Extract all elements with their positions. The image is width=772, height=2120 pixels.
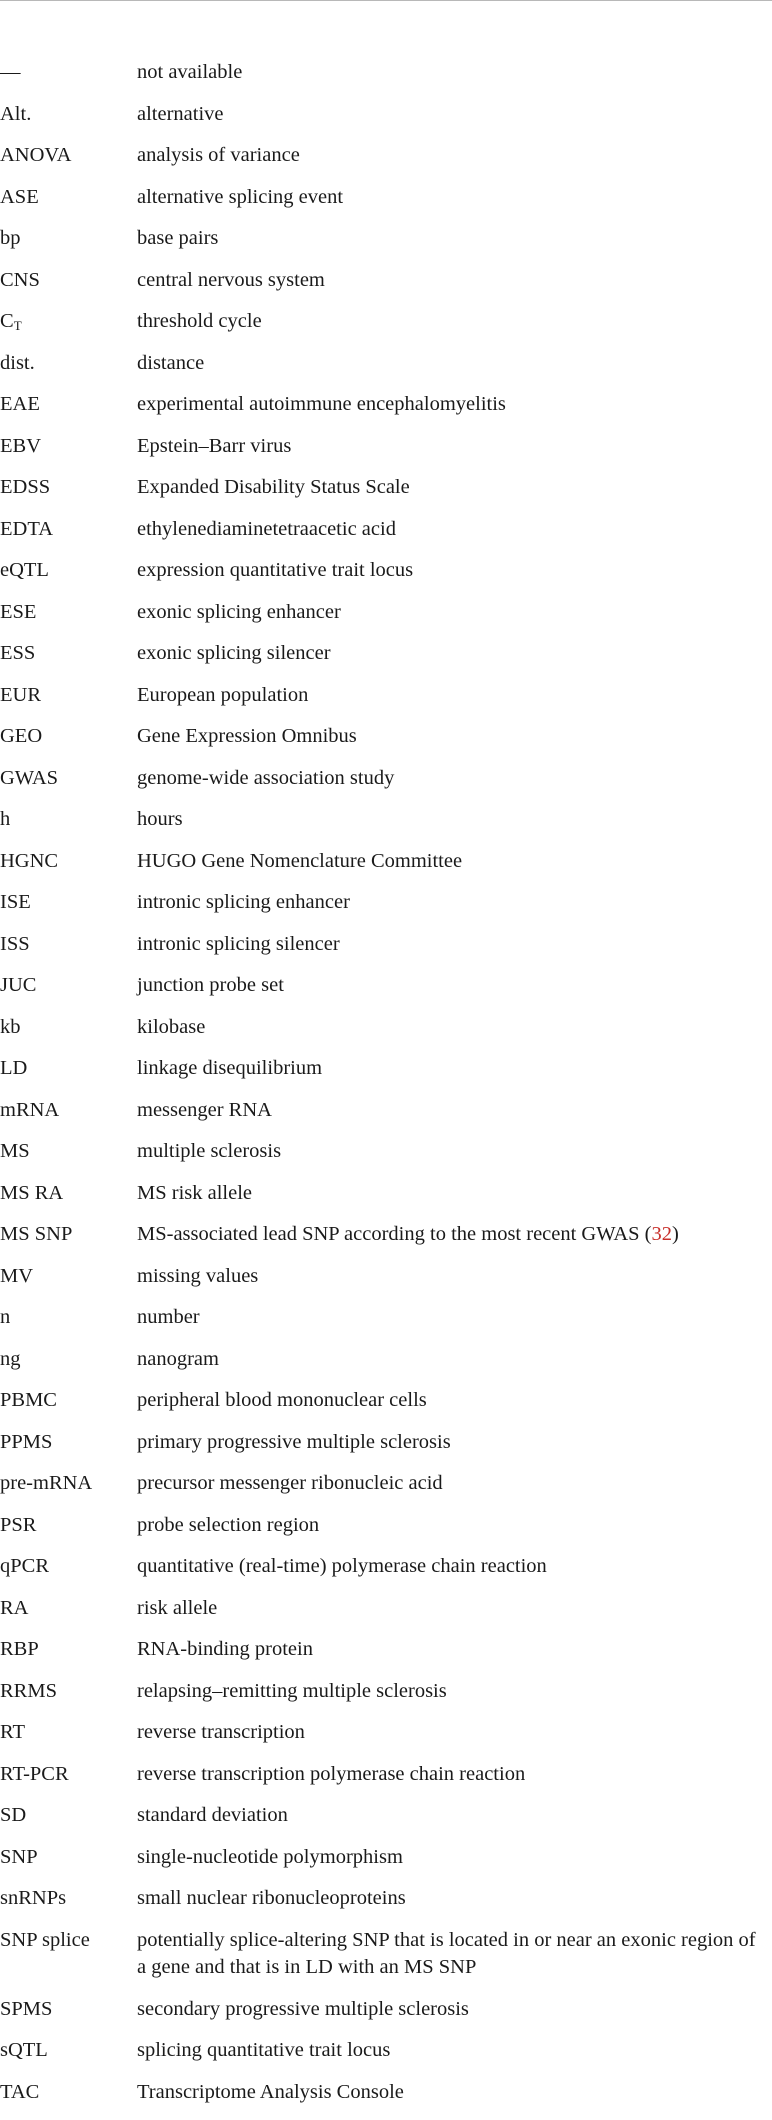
- definition-cell: [137, 1470, 772, 1512]
- definition-text: MS-associated lead SNP according to the most recent GWAS (: [137, 1223, 651, 1245]
- abbreviation-cell: [0, 1138, 137, 1180]
- definition-text: number: [137, 1306, 200, 1328]
- table-row: [0, 931, 772, 973]
- definition-text: missing values: [137, 1265, 258, 1287]
- table-row: [0, 1429, 772, 1471]
- definition-text: not available: [137, 61, 242, 83]
- definition-text: alternative splicing event: [137, 186, 343, 208]
- table-row: [0, 1180, 772, 1222]
- abbreviation-text: ANOVA: [0, 144, 71, 166]
- definition-cell: [137, 1761, 772, 1803]
- abbreviation-text: Alt.: [0, 103, 31, 125]
- definition-text: reverse transcription polymerase chain reaction: [137, 1763, 525, 1785]
- abbreviation-text: RA: [0, 1597, 28, 1619]
- table-row: [0, 267, 772, 309]
- table-row: [0, 599, 772, 641]
- table-top-rule: [0, 0, 772, 1]
- definition-text: messenger RNA: [137, 1099, 272, 1121]
- abbreviation-cell: [0, 765, 137, 807]
- definition-cell: [137, 1844, 772, 1886]
- definition-text: linkage disequilibrium: [137, 1057, 322, 1079]
- table-row: [0, 391, 772, 433]
- table-row: [0, 765, 772, 807]
- definition-text: Epstein–Barr virus: [137, 435, 291, 457]
- definition-cell: [137, 557, 772, 599]
- abbreviation-text: EAE: [0, 393, 40, 415]
- definition-text: risk allele: [137, 1597, 217, 1619]
- abbreviation-text: ESE: [0, 601, 36, 623]
- definition-cell: [137, 931, 772, 973]
- table-row: [0, 1996, 772, 2038]
- abbreviation-text: MS SNP: [0, 1223, 72, 1245]
- reference-link[interactable]: 32: [651, 1223, 672, 1245]
- definition-cell: [137, 848, 772, 890]
- abbreviation-cell: [0, 59, 137, 101]
- table-row: [0, 1138, 772, 1180]
- definition-cell: [137, 1636, 772, 1678]
- abbreviation-cell: [0, 1595, 137, 1637]
- definition-cell: [137, 1055, 772, 1097]
- definition-text: analysis of variance: [137, 144, 300, 166]
- abbreviation-text: pre-mRNA: [0, 1472, 92, 1494]
- definition-text: probe selection region: [137, 1514, 319, 1536]
- table-row: [0, 1927, 772, 1996]
- abbreviation-cell: [0, 267, 137, 309]
- table-row: [0, 350, 772, 392]
- definition-cell: [137, 225, 772, 267]
- definition-text: small nuclear ribonucleoproteins: [137, 1887, 406, 1909]
- abbreviation-cell: [0, 1387, 137, 1429]
- table-row: [0, 1097, 772, 1139]
- definition-cell: [137, 1263, 772, 1305]
- abbreviation-cell: [0, 2037, 137, 2079]
- abbreviation-text: EUR: [0, 684, 41, 706]
- abbreviation-cell: [0, 1719, 137, 1761]
- abbreviation-text: dist.: [0, 352, 35, 374]
- table-row: [0, 682, 772, 724]
- definition-text: intronic splicing enhancer: [137, 891, 350, 913]
- definition-text: genome-wide association study: [137, 767, 394, 789]
- abbreviation-cell: [0, 1180, 137, 1222]
- definition-text: reverse transcription: [137, 1721, 305, 1743]
- definition-text: MS risk allele: [137, 1182, 252, 1204]
- definition-text: peripheral blood mononuclear cells: [137, 1389, 427, 1411]
- definition-cell: [137, 1927, 772, 1996]
- abbreviation-text: SD: [0, 1804, 26, 1826]
- table-row: [0, 889, 772, 931]
- table-row: [0, 1636, 772, 1678]
- abbreviation-cell: [0, 1636, 137, 1678]
- abbreviation-text: ISS: [0, 933, 30, 955]
- definition-text: central nervous system: [137, 269, 325, 291]
- definition-text: threshold cycle: [137, 310, 262, 332]
- table-row: [0, 1387, 772, 1429]
- definition-cell: [137, 599, 772, 641]
- abbreviations-table-body: [0, 59, 772, 2120]
- abbreviation-text: MS RA: [0, 1182, 63, 1204]
- definition-cell: [137, 1221, 772, 1263]
- definition-text: intronic splicing silencer: [137, 933, 340, 955]
- table-row: [0, 1221, 772, 1263]
- abbreviation-cell: [0, 433, 137, 475]
- definition-cell: [137, 1387, 772, 1429]
- definition-text: relapsing–remitting multiple sclerosis: [137, 1680, 447, 1702]
- abbreviation-text: ESS: [0, 642, 35, 664]
- table-row: [0, 640, 772, 682]
- abbreviation-cell: [0, 931, 137, 973]
- abbreviation-text: RRMS: [0, 1680, 57, 1702]
- table-row: [0, 1719, 772, 1761]
- abbreviation-text: SNP: [0, 1846, 38, 1868]
- table-row: [0, 184, 772, 226]
- definition-cell: [137, 391, 772, 433]
- definition-text: nanogram: [137, 1348, 219, 1370]
- table-row: [0, 1678, 772, 1720]
- definition-cell: [137, 1346, 772, 1388]
- definition-text: quantitative (real-time) polymerase chain reaction: [137, 1555, 547, 1577]
- abbreviation-text: eQTL: [0, 559, 49, 581]
- abbreviation-text: EDTA: [0, 518, 53, 540]
- abbreviation-cell: [0, 142, 137, 184]
- abbreviation-text: RBP: [0, 1638, 39, 1660]
- abbreviation-subscript: T: [14, 318, 22, 333]
- definition-text: expression quantitative trait locus: [137, 559, 413, 581]
- abbreviation-text: —: [0, 61, 21, 83]
- definition-text: distance: [137, 352, 204, 374]
- definition-cell: [137, 723, 772, 765]
- table-row: [0, 723, 772, 765]
- abbreviation-text: RT-PCR: [0, 1763, 69, 1785]
- definition-cell: [137, 682, 772, 724]
- abbreviation-cell: [0, 1014, 137, 1056]
- abbreviation-cell: [0, 1346, 137, 1388]
- abbreviation-cell: [0, 391, 137, 433]
- table-row: [0, 59, 772, 101]
- definition-cell: [137, 1996, 772, 2038]
- abbreviation-cell: [0, 516, 137, 558]
- abbreviation-text: sQTL: [0, 2039, 48, 2061]
- abbreviation-cell: [0, 350, 137, 392]
- definition-text: potentially splice-altering SNP that is located in or near an exonic region of a gene and that is in LD with an MS SNP: [137, 1929, 756, 1978]
- abbreviation-cell: [0, 1761, 137, 1803]
- definition-text: primary progressive multiple sclerosis: [137, 1431, 451, 1453]
- abbreviation-text: SPMS: [0, 1998, 52, 2020]
- definition-cell: [137, 267, 772, 309]
- table-row: [0, 1802, 772, 1844]
- abbreviation-cell: [0, 806, 137, 848]
- table-row: [0, 2037, 772, 2079]
- abbreviation-cell: [0, 599, 137, 641]
- abbreviation-text: TAC: [0, 2081, 39, 2103]
- table-row: [0, 1885, 772, 1927]
- abbreviation-cell: [0, 1927, 137, 1996]
- definition-cell: [137, 474, 772, 516]
- definition-text: precursor messenger ribonucleic acid: [137, 1472, 443, 1494]
- definition-text: kilobase: [137, 1016, 205, 1038]
- definition-cell: [137, 101, 772, 143]
- table-row: [0, 557, 772, 599]
- definition-text: hours: [137, 808, 183, 830]
- abbreviation-cell: [0, 682, 137, 724]
- table-row: [0, 972, 772, 1014]
- table-row: [0, 101, 772, 143]
- abbreviation-text: MS: [0, 1140, 30, 1162]
- table-row: [0, 433, 772, 475]
- definition-cell: [137, 889, 772, 931]
- abbreviation-text: EDSS: [0, 476, 50, 498]
- definition-text: ethylenediaminetetraacetic acid: [137, 518, 396, 540]
- definition-text: exonic splicing enhancer: [137, 601, 341, 623]
- definition-cell: [137, 1553, 772, 1595]
- definition-text: alternative: [137, 103, 224, 125]
- definition-text: single-nucleotide polymorphism: [137, 1846, 403, 1868]
- abbreviation-text: EBV: [0, 435, 41, 457]
- definition-text: splicing quantitative trait locus: [137, 2039, 390, 2061]
- abbreviation-text: GEO: [0, 725, 42, 747]
- abbreviation-cell: [0, 1263, 137, 1305]
- definition-cell: [137, 1138, 772, 1180]
- definition-text: junction probe set: [137, 974, 284, 996]
- definition-cell: [137, 142, 772, 184]
- definition-cell: [137, 640, 772, 682]
- abbreviation-cell: [0, 1844, 137, 1886]
- table-row: [0, 474, 772, 516]
- table-row: [0, 142, 772, 184]
- abbreviation-text: bp: [0, 227, 21, 249]
- abbreviation-cell: [0, 2079, 137, 2120]
- abbreviation-cell: [0, 640, 137, 682]
- definition-cell: [137, 59, 772, 101]
- abbreviation-text: ng: [0, 1348, 21, 1370]
- table-row: [0, 1553, 772, 1595]
- abbreviation-cell: [0, 308, 137, 350]
- abbreviation-text: n: [0, 1306, 10, 1328]
- abbreviation-cell: [0, 1055, 137, 1097]
- definition-text: exonic splicing silencer: [137, 642, 331, 664]
- abbreviation-text: qPCR: [0, 1555, 49, 1577]
- definition-text: HUGO Gene Nomenclature Committee: [137, 850, 462, 872]
- definition-cell: [137, 1595, 772, 1637]
- abbreviation-text: kb: [0, 1016, 21, 1038]
- definition-cell: [137, 1429, 772, 1471]
- abbreviations-table: [0, 59, 772, 2120]
- abbreviation-text: ASE: [0, 186, 39, 208]
- definition-text: experimental autoimmune encephalomyelitis: [137, 393, 506, 415]
- abbreviation-cell: [0, 972, 137, 1014]
- definition-text: standard deviation: [137, 1804, 288, 1826]
- definition-cell: [137, 1885, 772, 1927]
- abbreviation-cell: [0, 1553, 137, 1595]
- abbreviation-cell: [0, 1802, 137, 1844]
- definition-text: secondary progressive multiple sclerosis: [137, 1998, 469, 2020]
- abbreviation-cell: [0, 101, 137, 143]
- abbreviation-cell: [0, 723, 137, 765]
- table-row: [0, 1844, 772, 1886]
- definition-cell: [137, 184, 772, 226]
- abbreviation-text: RT: [0, 1721, 25, 1743]
- table-row: [0, 1595, 772, 1637]
- definition-cell: [137, 806, 772, 848]
- definition-text: base pairs: [137, 227, 218, 249]
- definition-cell: [137, 350, 772, 392]
- abbreviation-cell: [0, 848, 137, 890]
- table-row: [0, 1346, 772, 1388]
- definition-cell: [137, 1802, 772, 1844]
- abbreviation-cell: [0, 1512, 137, 1554]
- definition-text: multiple sclerosis: [137, 1140, 281, 1162]
- definition-cell: [137, 1719, 772, 1761]
- abbreviation-text: CNS: [0, 269, 40, 291]
- abbreviation-cell: [0, 1470, 137, 1512]
- abbreviation-text: GWAS: [0, 767, 58, 789]
- table-row: [0, 1055, 772, 1097]
- table-row: [0, 1512, 772, 1554]
- abbreviation-cell: [0, 1221, 137, 1263]
- abbreviation-cell: [0, 889, 137, 931]
- table-row: [0, 308, 772, 350]
- abbreviation-text: snRNPs: [0, 1887, 66, 1909]
- abbreviation-text: LD: [0, 1057, 27, 1079]
- abbreviation-cell: [0, 1885, 137, 1927]
- table-row: [0, 516, 772, 558]
- abbreviation-cell: [0, 1304, 137, 1346]
- abbreviation-text: PBMC: [0, 1389, 57, 1411]
- abbreviation-text: h: [0, 808, 10, 830]
- abbreviation-cell: [0, 474, 137, 516]
- abbreviation-text: PPMS: [0, 1431, 52, 1453]
- definition-cell: [137, 1097, 772, 1139]
- abbreviation-cell: [0, 225, 137, 267]
- definition-cell: [137, 1180, 772, 1222]
- table-row: [0, 848, 772, 890]
- table-row: [0, 1014, 772, 1056]
- definition-text: RNA-binding protein: [137, 1638, 313, 1660]
- table-row: [0, 1470, 772, 1512]
- table-row: [0, 1263, 772, 1305]
- abbreviation-text: C: [0, 310, 14, 332]
- abbreviation-text: MV: [0, 1265, 33, 1287]
- abbreviation-cell: [0, 184, 137, 226]
- definition-cell: [137, 2037, 772, 2079]
- definition-text: Transcriptome Analysis Console: [137, 2081, 404, 2103]
- definition-cell: [137, 1678, 772, 1720]
- table-row: [0, 1761, 772, 1803]
- definition-cell: [137, 308, 772, 350]
- definition-text-end: ): [672, 1223, 679, 1245]
- definition-text: Expanded Disability Status Scale: [137, 476, 410, 498]
- definition-cell: [137, 1512, 772, 1554]
- table-row: [0, 1304, 772, 1346]
- definition-cell: [137, 972, 772, 1014]
- definition-cell: [137, 2079, 772, 2120]
- abbreviation-cell: [0, 557, 137, 599]
- definition-cell: [137, 516, 772, 558]
- definition-text: Gene Expression Omnibus: [137, 725, 357, 747]
- table-row: [0, 2079, 772, 2120]
- table-row: [0, 225, 772, 267]
- abbreviation-text: mRNA: [0, 1099, 59, 1121]
- abbreviation-text: SNP splice: [0, 1929, 90, 1951]
- table-row: [0, 806, 772, 848]
- abbreviation-text: HGNC: [0, 850, 58, 872]
- abbreviation-cell: [0, 1097, 137, 1139]
- definition-cell: [137, 765, 772, 807]
- abbreviation-text: JUC: [0, 974, 36, 996]
- abbreviation-cell: [0, 1429, 137, 1471]
- abbreviation-cell: [0, 1678, 137, 1720]
- abbreviation-text: ISE: [0, 891, 31, 913]
- abbreviation-cell: [0, 1996, 137, 2038]
- abbreviation-text: PSR: [0, 1514, 36, 1536]
- definition-cell: [137, 433, 772, 475]
- definition-cell: [137, 1014, 772, 1056]
- definition-cell: [137, 1304, 772, 1346]
- definition-text: European population: [137, 684, 308, 706]
